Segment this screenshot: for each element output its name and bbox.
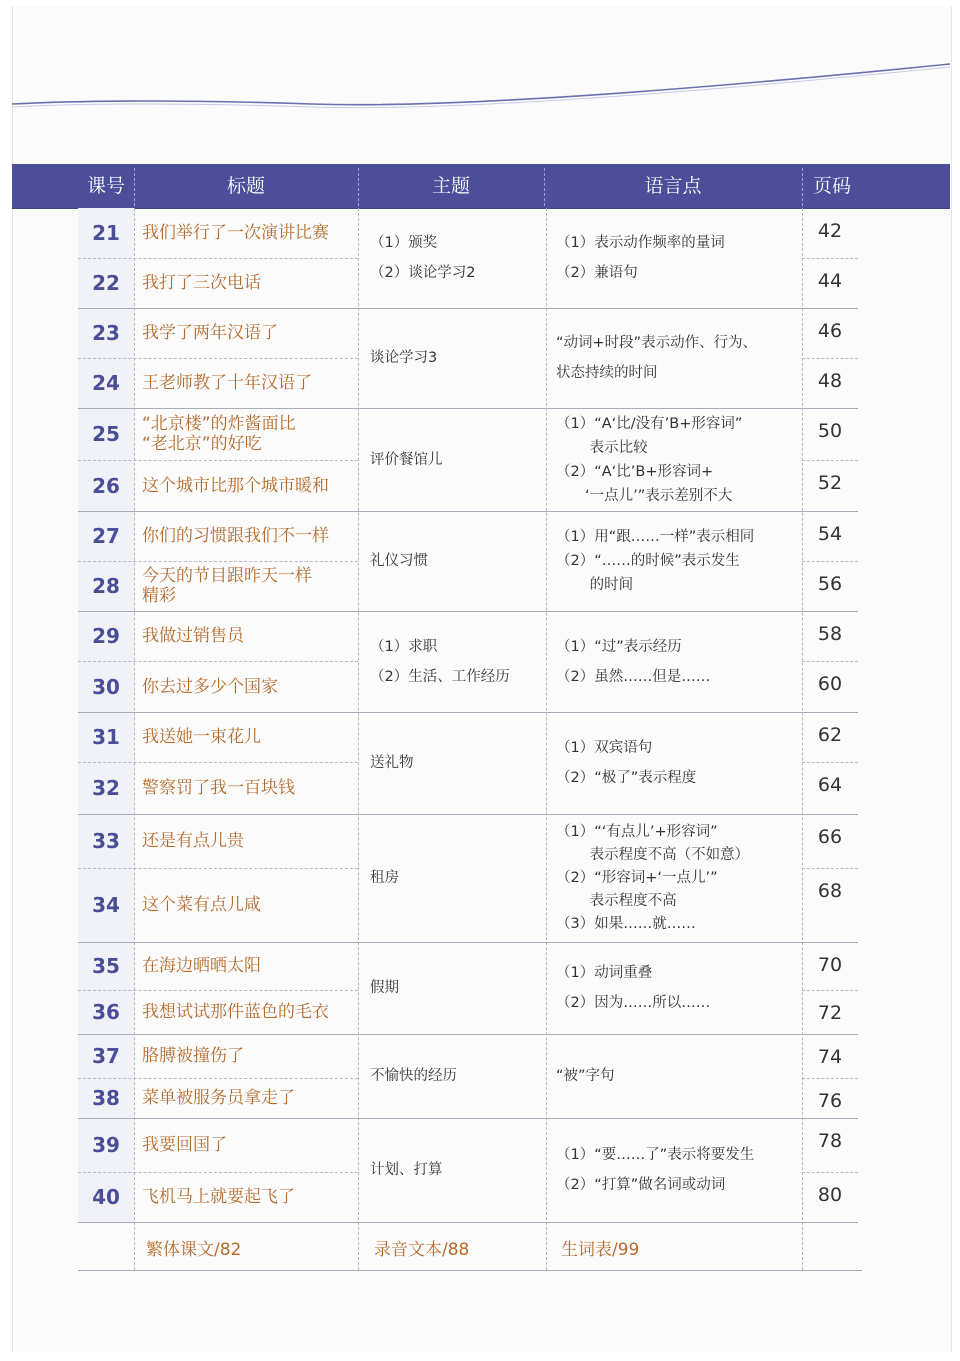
language-point-cell: （1）“‘有点儿’+形容词” 表示程度不高（不如意） （2）“形容词+‘一点儿’” 表示程度不高 （3）如果……就……	[556, 823, 750, 932]
lesson-page-number: 56	[817, 573, 843, 595]
group-divider	[78, 1222, 858, 1223]
lesson-number: 39	[92, 1133, 120, 1157]
lesson-number: 26	[92, 473, 120, 498]
topic-cell: 礼仪习惯	[370, 553, 428, 569]
row-divider	[78, 1172, 358, 1173]
row-divider	[802, 1172, 858, 1173]
lesson-page-number: 64	[817, 774, 843, 796]
lesson-title-link[interactable]: 我想试试那件蓝色的毛衣	[142, 1002, 329, 1022]
column-divider	[546, 208, 547, 1270]
lesson-title-link[interactable]: 我打了三次电话	[142, 273, 261, 293]
row-divider	[802, 1078, 858, 1079]
lesson-number: 38	[92, 1086, 120, 1110]
row-divider	[78, 990, 358, 991]
row-divider	[78, 561, 358, 562]
lesson-title-link[interactable]: 胳膊被撞伤了	[142, 1046, 244, 1066]
lesson-number: 28	[92, 574, 120, 598]
lesson-number: 27	[92, 524, 120, 548]
language-point-cell: （1）“A‘比/没有’B+形容词” 表示比较 （2）“A‘比’B+形容词+ ‘一点儿’”表示差别不大	[556, 415, 743, 504]
row-divider	[802, 868, 858, 869]
lesson-number: 35	[92, 954, 120, 978]
topic-cell: （1）颁奖 （2）谈论学习2	[370, 235, 476, 281]
row-divider	[802, 358, 858, 359]
language-point-cell: （1）表示动作频率的量词 （2）兼语句	[556, 235, 725, 281]
table-header	[12, 164, 950, 208]
topic-cell: 评价餐馆儿	[370, 451, 443, 468]
language-point-cell: （1）动词重叠 （2）因为……所以……	[556, 965, 711, 1011]
language-point-cell: （1）用“跟……一样”表示相同 （2）“……的时候”表示发生 的时间	[556, 529, 755, 593]
lesson-title-link[interactable]: 警察罚了我一百块钱	[142, 778, 295, 798]
lesson-page-number: 66	[817, 826, 843, 848]
header-topic: 主题	[431, 175, 470, 197]
lesson-title-link[interactable]: 王老师教了十年汉语了	[142, 373, 312, 393]
language-point-cell: （1）“要……了”表示将要发生 （2）“打算”做名词或动词	[556, 1147, 755, 1193]
lesson-title-link[interactable]: “北京楼”的炸酱面比 “老北京”的好吃	[142, 414, 296, 454]
lesson-number: 25	[92, 422, 120, 446]
lesson-page-number: 76	[817, 1090, 843, 1112]
lesson-page-number: 50	[817, 420, 843, 442]
row-divider	[78, 762, 358, 763]
lesson-title-link[interactable]: 在海边晒晒太阳	[142, 956, 261, 976]
lesson-page-number: 60	[817, 673, 843, 695]
lesson-title-link[interactable]: 我要回国了	[142, 1135, 227, 1155]
header-lesson-num: 课号	[86, 175, 125, 197]
decorative-curve	[12, 60, 952, 120]
group-divider	[78, 1034, 858, 1035]
lesson-title-link[interactable]: 你去过多少个国家	[142, 676, 278, 697]
topic-cell: 租房	[370, 870, 399, 886]
row-divider	[78, 460, 358, 461]
lesson-title-link[interactable]: 我送她一束花儿	[142, 727, 261, 747]
header-title: 标题	[226, 175, 265, 197]
lesson-page-number: 48	[817, 370, 843, 392]
lesson-number: 21	[92, 221, 120, 245]
lesson-page-number: 54	[817, 523, 843, 545]
lesson-number: 37	[92, 1044, 120, 1068]
lesson-title-link[interactable]: 飞机马上就要起飞了	[142, 1187, 295, 1207]
lesson-number: 32	[92, 776, 120, 800]
row-divider	[802, 762, 858, 763]
group-divider	[78, 511, 858, 512]
lesson-page-number: 52	[817, 472, 843, 494]
lesson-number: 36	[92, 1000, 120, 1024]
lesson-number: 31	[92, 725, 120, 749]
lesson-number-column	[78, 208, 134, 1222]
group-divider	[78, 942, 858, 943]
lesson-page-number: 74	[817, 1046, 843, 1068]
row-divider	[802, 661, 858, 662]
lesson-title-link[interactable]: 你们的习惯跟我们不一样	[142, 526, 329, 546]
lesson-title-link[interactable]: 这个城市比那个城市暖和	[142, 475, 329, 496]
lesson-page-number: 58	[817, 623, 843, 645]
group-divider	[78, 611, 858, 612]
topic-cell: 假期	[370, 980, 399, 996]
row-divider	[802, 258, 858, 259]
topic-cell: 谈论学习3	[370, 350, 438, 366]
footer-recording-text[interactable]: 录音文本/88	[374, 1240, 470, 1260]
group-divider	[78, 712, 858, 713]
column-divider	[358, 208, 359, 1270]
language-point-cell: “被”字句	[556, 1068, 615, 1084]
row-divider	[78, 358, 358, 359]
lesson-page-number: 78	[817, 1130, 843, 1152]
language-point-cell: （1）“过”表示经历 （2）虽然……但是……	[556, 638, 711, 685]
group-divider	[78, 408, 858, 409]
lesson-page-number: 62	[817, 724, 843, 746]
topic-cell: 送礼物	[370, 755, 414, 771]
lesson-number: 33	[92, 829, 120, 853]
lesson-page-number: 72	[817, 1002, 843, 1024]
lesson-title-link[interactable]: 我们举行了一次演讲比赛	[142, 223, 329, 243]
lesson-page-number: 42	[817, 220, 843, 242]
lesson-title-link[interactable]: 这个菜有点儿咸	[142, 895, 261, 915]
lesson-title-link[interactable]: 我做过销售员	[142, 626, 244, 646]
header-language-points: 语言点	[644, 175, 702, 197]
lesson-number: 34	[92, 893, 120, 917]
lesson-page-number: 70	[817, 954, 843, 976]
topic-cell: （1）求职 （2）生活、工作经历	[370, 638, 510, 685]
column-divider	[134, 208, 135, 1270]
row-divider	[78, 258, 358, 259]
lesson-page-number: 46	[817, 320, 843, 342]
row-divider	[78, 868, 358, 869]
lesson-number: 22	[92, 271, 120, 295]
lesson-page-number: 44	[817, 270, 843, 292]
group-divider	[78, 308, 858, 309]
group-divider	[78, 814, 858, 815]
lesson-page-number: 68	[817, 880, 843, 902]
lesson-number: 30	[92, 674, 120, 699]
row-divider	[78, 1078, 358, 1079]
footer-traditional-text[interactable]: 繁体课文/82	[146, 1240, 242, 1260]
lesson-number: 29	[92, 624, 120, 648]
row-divider	[802, 990, 858, 991]
language-point-cell: （1）双宾语句 （2）“极了”表示程度	[556, 740, 697, 786]
lesson-title-link[interactable]: 我学了两年汉语了	[142, 323, 278, 343]
lesson-number: 40	[92, 1185, 120, 1209]
header-page: 页码	[812, 175, 851, 197]
lesson-number: 24	[92, 371, 120, 395]
topic-cell: 不愉快的经历	[370, 1068, 457, 1084]
row-divider	[802, 561, 858, 562]
footer-vocabulary[interactable]: 生词表/99	[561, 1240, 640, 1260]
lesson-page-number: 80	[817, 1184, 843, 1206]
topic-cell: 计划、打算	[370, 1162, 443, 1178]
lesson-title-link[interactable]: 今天的节目跟昨天一样 精彩	[142, 566, 312, 606]
language-point-cell: “动词+时段”表示动作、行为、 状态持续的时间	[556, 335, 758, 381]
group-divider	[78, 1118, 858, 1119]
lesson-title-link[interactable]: 菜单被服务员拿走了	[142, 1088, 295, 1108]
row-divider	[802, 460, 858, 461]
lesson-title-link[interactable]: 还是有点儿贵	[142, 831, 244, 851]
footer-divider	[78, 1270, 862, 1271]
lesson-number: 23	[92, 321, 120, 345]
row-divider	[78, 661, 358, 662]
